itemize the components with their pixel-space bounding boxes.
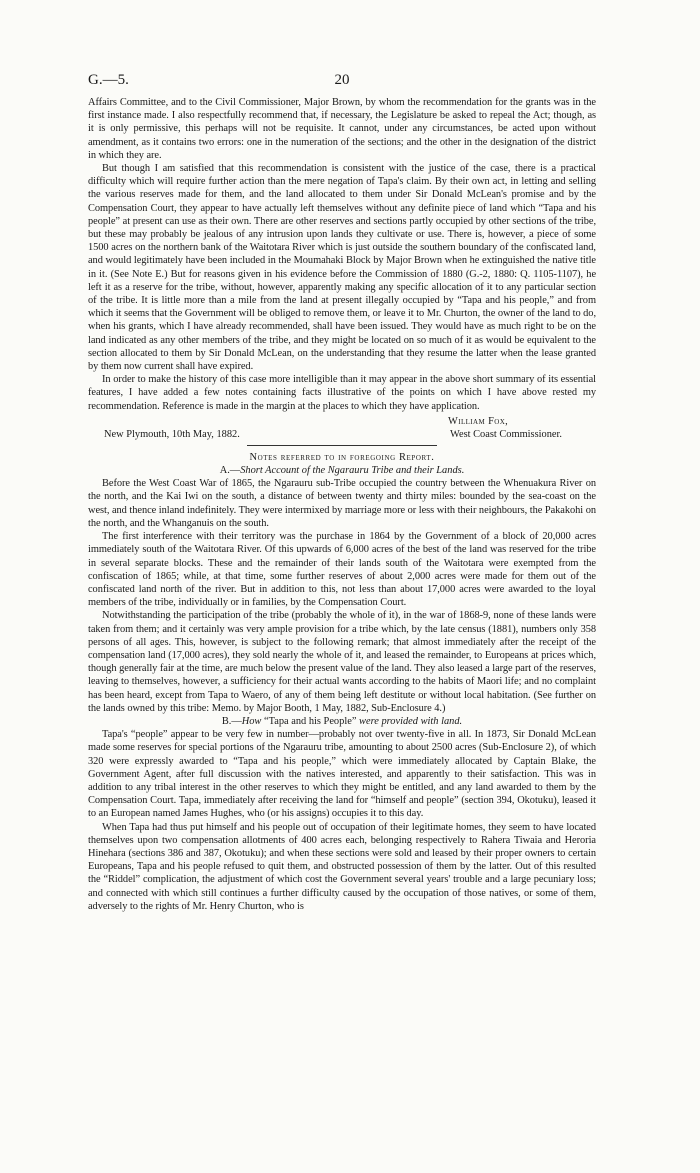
section-a-title: Short Account of the Ngarauru Tribe and their Lands. xyxy=(240,465,465,477)
section-b-title-pre: How xyxy=(241,715,264,727)
place-date: New Plymouth, 10th May, 1882. xyxy=(104,428,240,440)
paragraph: In order to make the history of this case more intelligible than it may appear in the above short summary of its essential features, I have added a few notes containing facts illustrative of the points on which I have above rested my recommendation. Reference is made in the margin at the places to which they have application. xyxy=(88,374,596,412)
section-b-heading xyxy=(88,715,596,728)
section-a-heading xyxy=(88,464,596,477)
signatory-name: William Fox, xyxy=(448,415,509,427)
report-body xyxy=(88,96,596,413)
section-a-letter: A.— xyxy=(219,465,241,477)
paragraph: Before the West Coast War of 1865, the Ngarauru sub-Tribe occupied the country between the Whenuakura River on the north, and the Kai Iwi on the south, a distance of between twenty and thirty miles: bounded by the sea-coast on the west, and thence inland indefinitely. They were intermixed by marriage more or less with their neighbours, the Pakakohi on the north, and the Whanganuis on the south. xyxy=(88,478,596,529)
paragraph: When Tapa had thus put himself and his people out of occupation of their legitimate homes, they seem to have located themselves upon two compensation allotments of 400 acres each, belonging respectively to Rahera Tiwaia and Heroria Hinehara (sections 386 and 387, Okotuku); and when these sections were sold and leased by their proper owners to certain Europeans, Tapa and his people refused to quit them, and obstructed possession of them by the latter. Out of this resulted the “Riddel” complication, the adjustment of which cost the Government several years' trouble and a large pecuniary loss; and connected with which still continues a further difficulty caused by the occupation of those natives, or some of them, adversely to the rights of Mr. Henry Churton, who is xyxy=(88,821,596,912)
paragraph: Notwithstanding the participation of the tribe (probably the whole of it), in the war of 1868-9, none of these lands were taken from them; and it certainly was very ample provision for a tribe which, by the late census (1881), numbers only 358 persons of all ages. This, however, is subject to the following remark; that almost immediately after the receipt of the compensation land (17,000 acres), they sold nearly the whole of it, and leased the remainder, to Europeans at prices which, though generally fair at the time, are much below the present value of the land. They also leased a large part of the reserves, leaving to themselves, however, a sufficiency for their actual wants according to the habits of Maori life; and no complaint has been heard, except from Tapa to Waero, of any of them being left destitute or without local habitation. (See further on the lands owned by this tribe: Memo. by Major Booth, 1 May, 1882, Sub-Enclosure 4.) xyxy=(88,610,596,714)
page-header xyxy=(88,72,596,90)
document-reference: G.—5. xyxy=(88,72,129,88)
signatory-title: West Coast Commissioner. xyxy=(450,428,563,440)
paragraph: Affairs Committee, and to the Civil Commissioner, Major Brown, by whom the recommendation for the grants was in the first instance made. I also respectfully recommend that, if necessary, the Legislature be asked to repeal the Act; though, as it is only permissive, this perhaps will not be requisite. It cannot, under any circumstances, be acted upon without amendment, as it contains two errors: one in the numeration of the sections; and the other in the designation of the district in which they are. xyxy=(88,97,596,161)
section-b-title-quote: “Tapa and his People” xyxy=(263,715,357,727)
paragraph: Tapa's “people” appear to be very few in number—probably not over twenty-five in all. In 1873, Sir Donald McLean made some reserves for special portions of the Ngarauru tribe, amounting to about 2500 acres (Sub-Enclosure 2), of which 320 were expressly awarded to “Tapa and his people,” which were immediately allocated by Captain Blake, the Government Agent, after full discussion with the natives interested, and apparently to their satisfaction. This was in addition to any tribal interest in the other reserves to which they might be entitled, and any land awarded to them by the Compensation Court. Tapa, immediately after receiving the land for “himself and people” (section 394, Okotuku), leased it to an European named James Hughes, who (or his assigns) occupies it to this day. xyxy=(88,729,596,820)
page-number: 20 xyxy=(334,72,350,88)
section-a-body xyxy=(88,477,596,715)
section-b-letter: B.— xyxy=(221,715,242,727)
signature-block xyxy=(88,413,596,441)
paragraph: But though I am satisfied that this recommendation is consistent with the justice of the case, there is a practical difficulty which will require further action than the mere negation of Tapa's claim. By their own act, in letting and selling the various reserves made for them, and the land allocated to them under Sir Donald McLean's promise and by the Compensation Court, they appear to have actually left themselves without any definite piece of land which “Tapa and his people” at present can use as their own. There are other reserves and sections partly occupied by other sections of the tribe, but these may probably be jealous of any intrusion upon lands they cultivate or use. There is, however, a piece of some 1500 acres on the northern bank of the Waitotara River which is just outside the southern boundary of the confiscated land, and would legitimately have been included in the Moumahaki Block by Major Brown when he extinguished the native title in it. (See Note E.) But for reasons given in his evidence before the Commission of 1880 (G.-2, 1880: Q. 1105-1107), he left it as a reserve for the tribe, without, however, apparently making any specific allocation of it to any particular section of the tribe. It is little more than a mile from the land at present illegally occupied by “Tapa and his people,” and from which it seems that the Government will be obliged to remove them, or leave it to Mr. Churton, the owner of the land to do, when his grants, which I have already recommended, shall have been issued. They would have as much right to be on the land indicated as any other members of the tribe, and they might be located on so much of it as would be equivalent to the section allocated to them by Sir Donald McLean, on the understanding that they resume the latter when the lease granted by them now current shall have expired. xyxy=(88,163,596,373)
section-b-title-post: were provided with land. xyxy=(356,715,463,727)
paragraph: The first interference with their territory was the purchase in 1864 by the Government of a block of 20,000 acres immediately south of the Waitotara River. Of this upwards of 6,000 acres of the best of the land was reserved for the tribe in several separate blocks. These and the remainder of their lands south of the Waitotara were exempted from the confiscation of 1865; while, at that time, some further reserves of about 2,000 acres were made for them out of the confiscated land north of the river. But in addition to this, not less than about 17,000 acres were awarded to the loyal members of the tribe, individually or in families, by the Compensation Court. xyxy=(88,531,596,609)
section-b-body xyxy=(88,728,596,913)
notes-heading: Notes referred to in foregoing Report. xyxy=(249,451,435,463)
divider xyxy=(247,445,437,446)
